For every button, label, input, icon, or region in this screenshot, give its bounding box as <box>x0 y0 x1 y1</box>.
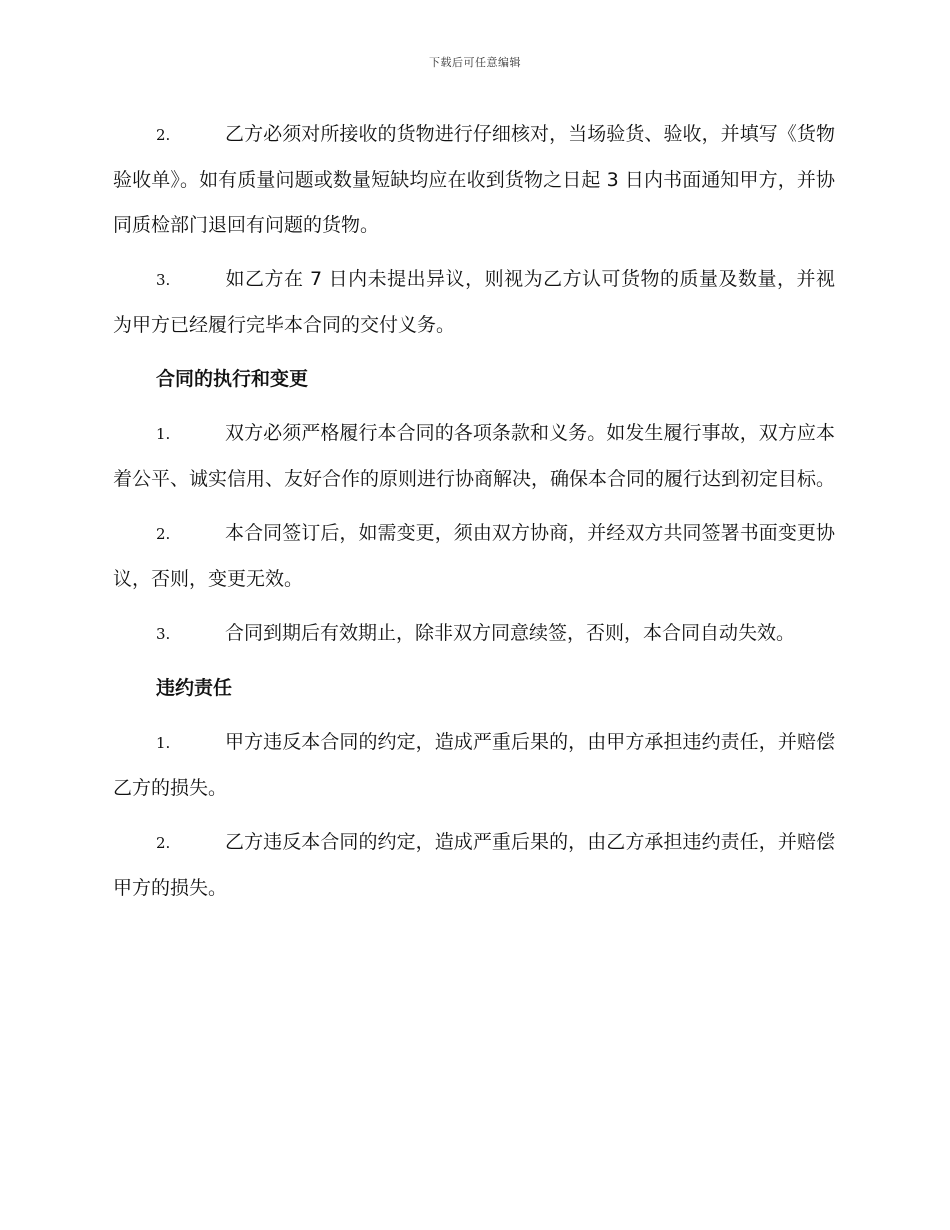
clause-item <box>113 611 835 657</box>
clause-number: 3. <box>156 625 171 643</box>
header-note: 下载后可任意编辑 <box>429 56 521 69</box>
clause-item <box>113 511 835 602</box>
clause-item <box>113 820 835 911</box>
clause-text: 本合同签订后，如需变更，须由双方协商，并经双方共同签署书面变更协议，否则，变更无效。 <box>113 522 835 590</box>
section-title: 违约责任 <box>156 677 233 699</box>
clause-number: 1. <box>156 734 171 752</box>
clause-text: 乙方必须对所接收的货物进行仔细核对，当场验货、验收，并填写《货物验收单》。如有质量问题或数量短缺均应在收到货物之日起 3 日内书面通知甲方，并协同质检部门退回有问题的货物。 <box>113 123 835 236</box>
clause-number: 1. <box>156 425 171 443</box>
clause-text: 如乙方在 7 日内未提出异议，则视为乙方认可货物的质量及数量，并视为甲方已经履行完毕本合同的交付义务。 <box>113 268 835 336</box>
clause-number: 2. <box>156 525 171 543</box>
clause-item <box>113 257 835 348</box>
clause-number: 2. <box>156 834 171 852</box>
clause-text: 双方必须严格履行本合同的各项条款和义务。如发生履行事故，双方应本着公平、诚实信用、友好合作的原则进行协商解决，确保本合同的履行达到初定目标。 <box>113 422 836 490</box>
clause-text: 甲方违反本合同的约定，造成严重后果的，由甲方承担违约责任，并赔偿乙方的损失。 <box>113 731 835 799</box>
clause-item <box>113 411 835 502</box>
clause-text: 合同到期后有效期止，除非双方同意续签，否则，本合同自动失效。 <box>225 622 796 644</box>
clause-item <box>113 112 835 248</box>
clause-item <box>113 720 835 811</box>
clause-text: 乙方违反本合同的约定，造成严重后果的，由乙方承担违约责任，并赔偿甲方的损失。 <box>113 831 835 899</box>
clause-number: 2. <box>156 126 171 144</box>
clause-number: 3. <box>156 271 171 289</box>
section-title: 合同的执行和变更 <box>156 368 309 390</box>
document-body <box>113 112 835 920</box>
